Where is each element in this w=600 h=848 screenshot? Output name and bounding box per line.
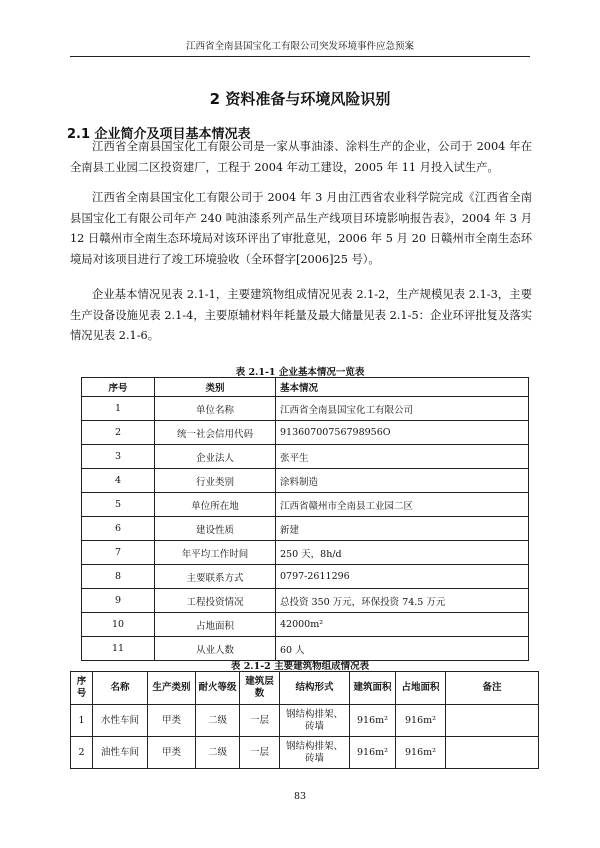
table-row bbox=[71, 705, 539, 737]
table-header-row bbox=[82, 378, 529, 397]
table-cell: 11 bbox=[82, 637, 155, 661]
table-cell: 42000m² bbox=[276, 613, 529, 637]
table-cell: 916m² bbox=[396, 737, 446, 769]
table-row bbox=[82, 565, 529, 589]
table-cell: 916m² bbox=[396, 705, 446, 737]
column-header: 生产类别 bbox=[148, 672, 196, 705]
table-row bbox=[82, 469, 529, 493]
table-cell: 总投资 350 万元，环保投资 74.5 万元 bbox=[276, 589, 529, 613]
table-cell: 二级 bbox=[196, 705, 240, 737]
table-cell: 916m² bbox=[350, 705, 396, 737]
table-cell: 1 bbox=[71, 705, 93, 737]
table-row bbox=[82, 589, 529, 613]
column-header: 名称 bbox=[93, 672, 148, 705]
table-row bbox=[82, 637, 529, 661]
subsection-title: 2.1 企业简介及项目基本情况表 bbox=[67, 127, 251, 142]
table-cell: 企业法人 bbox=[155, 445, 276, 469]
table-cell: 一层 bbox=[240, 705, 280, 737]
table-cell: 涂料制造 bbox=[276, 469, 529, 493]
table-cell: 钢结构排架、砖墙 bbox=[280, 705, 350, 737]
table-cell: 统一社会信用代码 bbox=[155, 421, 276, 445]
paragraph-2: 江西省全南县国宝化工有限公司于 2004 年 3 月由江西省农业科学院完成《江西省全南县国宝化工有限公司年产 240 吨油漆系列产品生产线项目环境影响报告表》，2004 年 3 月 12 日赣州市全南生态环境局对该环评出了审批意见，2006 年 5 月 20 日赣州市全南生态环境局对该项目进行了竣工环境验收（全环督字[2006]25 号）。 bbox=[70, 191, 532, 266]
table-cell: 油性车间 bbox=[93, 737, 148, 769]
table-cell: 二级 bbox=[196, 737, 240, 769]
table-cell: 单位名称 bbox=[155, 397, 276, 421]
table-cell: 工程投资情况 bbox=[155, 589, 276, 613]
table-cell bbox=[446, 737, 539, 769]
column-header: 结构形式 bbox=[280, 672, 350, 705]
table-cell: 从业人数 bbox=[155, 637, 276, 661]
table-cell: 7 bbox=[82, 541, 155, 565]
company-basic-info-table bbox=[81, 377, 529, 661]
table2-caption: 表 2.1-2 主要建筑物组成情况表 bbox=[230, 661, 370, 672]
table-row bbox=[82, 445, 529, 469]
building-composition-table bbox=[70, 671, 539, 769]
column-header: 序号 bbox=[82, 378, 155, 397]
table-cell: 单位所在地 bbox=[155, 493, 276, 517]
table-cell: 2 bbox=[71, 737, 93, 769]
column-header: 备注 bbox=[446, 672, 539, 705]
table-row bbox=[82, 613, 529, 637]
table-row bbox=[82, 541, 529, 565]
table-row bbox=[82, 421, 529, 445]
table-cell: 新建 bbox=[276, 517, 529, 541]
column-header: 耐火等级 bbox=[196, 672, 240, 705]
page-header: 江西省全南县国宝化工有限公司突发环境事件应急预案 bbox=[70, 38, 530, 57]
table-cell: 主要联系方式 bbox=[155, 565, 276, 589]
table-cell: 1 bbox=[82, 397, 155, 421]
paragraph-3: 企业基本情况见表 2.1-1，主要建筑物组成情况见表 2.1-2，生产规模见表 2.1-3，主要生产设备设施见表 2.1-4，主要原辅材料年耗量及最大储量见表 2.1-5：企业环评批复及落实情况见表 2.1-6。 bbox=[70, 288, 532, 342]
table-cell: 91360700756798956O bbox=[276, 421, 529, 445]
column-header: 类别 bbox=[155, 378, 276, 397]
table-cell: 一层 bbox=[240, 737, 280, 769]
column-header: 基本情况 bbox=[276, 378, 529, 397]
table-cell: 3 bbox=[82, 445, 155, 469]
table1-caption: 表 2.1-1 企业基本情况一览表 bbox=[235, 367, 365, 378]
paragraph-1: 江西省全南县国宝化工有限公司是一家从事油漆、涂料生产的企业，公司于 2004 年在全南县工业园二区投资建厂，工程于 2004 年动工建设，2005 年 11 月投入试生产。 bbox=[70, 140, 532, 174]
page-number: 83 bbox=[293, 791, 307, 802]
table-cell: 行业类别 bbox=[155, 469, 276, 493]
table-row bbox=[82, 517, 529, 541]
table-cell: 2 bbox=[82, 421, 155, 445]
column-header: 建筑面积 bbox=[350, 672, 396, 705]
table-row bbox=[71, 737, 539, 769]
table-cell: 张平生 bbox=[276, 445, 529, 469]
column-header: 序号 bbox=[71, 672, 93, 705]
table-cell: 占地面积 bbox=[155, 613, 276, 637]
table-cell: 水性车间 bbox=[93, 705, 148, 737]
table-cell: 0797-2611296 bbox=[276, 565, 529, 589]
table-cell: 年平均工作时间 bbox=[155, 541, 276, 565]
table-cell: 钢结构排架、砖墙 bbox=[280, 737, 350, 769]
table-cell: 4 bbox=[82, 469, 155, 493]
section-title: 2 资料准备与环境风险识别 bbox=[209, 90, 391, 108]
column-header: 占地面积 bbox=[396, 672, 446, 705]
table-cell: 5 bbox=[82, 493, 155, 517]
table-row bbox=[82, 397, 529, 421]
table-cell: 江西省全南县国宝化工有限公司 bbox=[276, 397, 529, 421]
table-cell: 6 bbox=[82, 517, 155, 541]
table-cell bbox=[446, 705, 539, 737]
table-cell: 60 人 bbox=[276, 637, 529, 661]
table-cell: 江西省赣州市全南县工业园二区 bbox=[276, 493, 529, 517]
column-header: 建筑层数 bbox=[240, 672, 280, 705]
table-cell: 916m² bbox=[350, 737, 396, 769]
table-cell: 甲类 bbox=[148, 737, 196, 769]
table-header-row bbox=[71, 672, 539, 705]
table-cell: 10 bbox=[82, 613, 155, 637]
table-cell: 250 天，8h/d bbox=[276, 541, 529, 565]
table-cell: 9 bbox=[82, 589, 155, 613]
table-cell: 甲类 bbox=[148, 705, 196, 737]
table-cell: 8 bbox=[82, 565, 155, 589]
table-cell: 建设性质 bbox=[155, 517, 276, 541]
table-row bbox=[82, 493, 529, 517]
